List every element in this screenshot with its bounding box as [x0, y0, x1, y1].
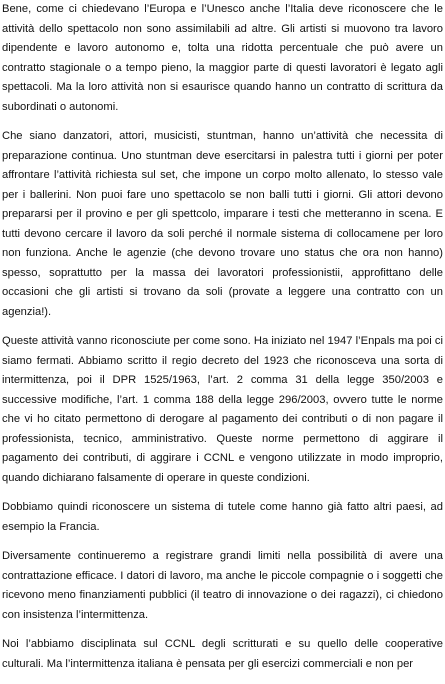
- paragraph-1: Bene, come ci chiedevano l’Europa e l’Unesco anche l’Italia deve riconoscere che le attività dello spettacolo non sono assimilabili ad altre. Gli artisti si muovono tra lavoro dipendente e lavoro autonomo e, tolta una ridotta percentuale che può avere un contratto stagionale o a tempo pieno, la maggior parte di questi lavoratori è legato agli spettacoli. Ma la loro attività non si esaurisce quando hanno un contratto di scrittura da subordinati o autonomi.: [2, 3, 443, 113]
- paragraph-4: Dobbiamo quindi riconoscere un sistema di tutele come hanno già fatto altri paesi, ad esempio la Francia.: [2, 501, 443, 533]
- paragraph-5: Diversamente continueremo a registrare grandi limiti nella possibilità di avere una contrattazione efficace. I datori di lavoro, ma anche le piccole compagnie o i soggetti che ricevono meno finanziamenti pubblici (il teatro di innovazione o dei ragazzi), ci chiedono con insistenza l’intermittenza.: [2, 550, 443, 621]
- document-body: [2, 0, 443, 684]
- paragraph-2: Che siano danzatori, attori, musicisti, stuntman, hanno un’attività che necessita di preparazione continua. Uno stuntman deve esercitarsi in palestra tutti i giorni per poter affrontare l’attività richiesta sul set, che impone un corpo molto allenato, lo stesso vale per i ballerini. Non puoi fare uno spettacolo se non balli tutti i giorni. Gli attori devono prepararsi per il provino e per gli spettcolo, imparare i testi che metteranno in scena. E tutti devono cercare il lavoro da soli perché il normale sistema di collocamene per loro non funziona. Anche le agenzie (che devono trovare uno status che ora non hanno) spesso, soprattutto per la massa dei lavoratori professionistii, approfittano delle occasioni che gli artisti si trovano da soli (provate a leggere una contratto con un agenzia!).: [2, 130, 443, 318]
- paragraph-6: Noi l’abbiamo disciplinata sul CCNL degli scritturati e su quello delle cooperative culturali. Ma l’intermittenza italiana è pensata per gli esercizi commerciali e non per: [2, 638, 443, 670]
- paragraph-3: Queste attività vanno riconosciute per come sono. Ha iniziato nel 1947 l’Enpals ma poi ci siamo fermati. Abbiamo scritto il regio decreto del 1923 che riconosceva una sorta di intermittenza, poi il DPR 1525/1963, l’art. 2 comma 31 della legge 350/2003 e successive modifiche, l’art. 1 comma 188 della legge 296/2003, ovvero tutte le norme che vi ho citato permettono di derogare al pagamento dei contributi o di non pagare il professionista, tecnico, amministrativo. Queste norme permettono di aggirare il pagamento dei contributi, di aggirare i CCNL e vengono utilizzate in modo improprio, quando dichiarano falsamente di operare in queste condizioni.: [2, 335, 443, 484]
